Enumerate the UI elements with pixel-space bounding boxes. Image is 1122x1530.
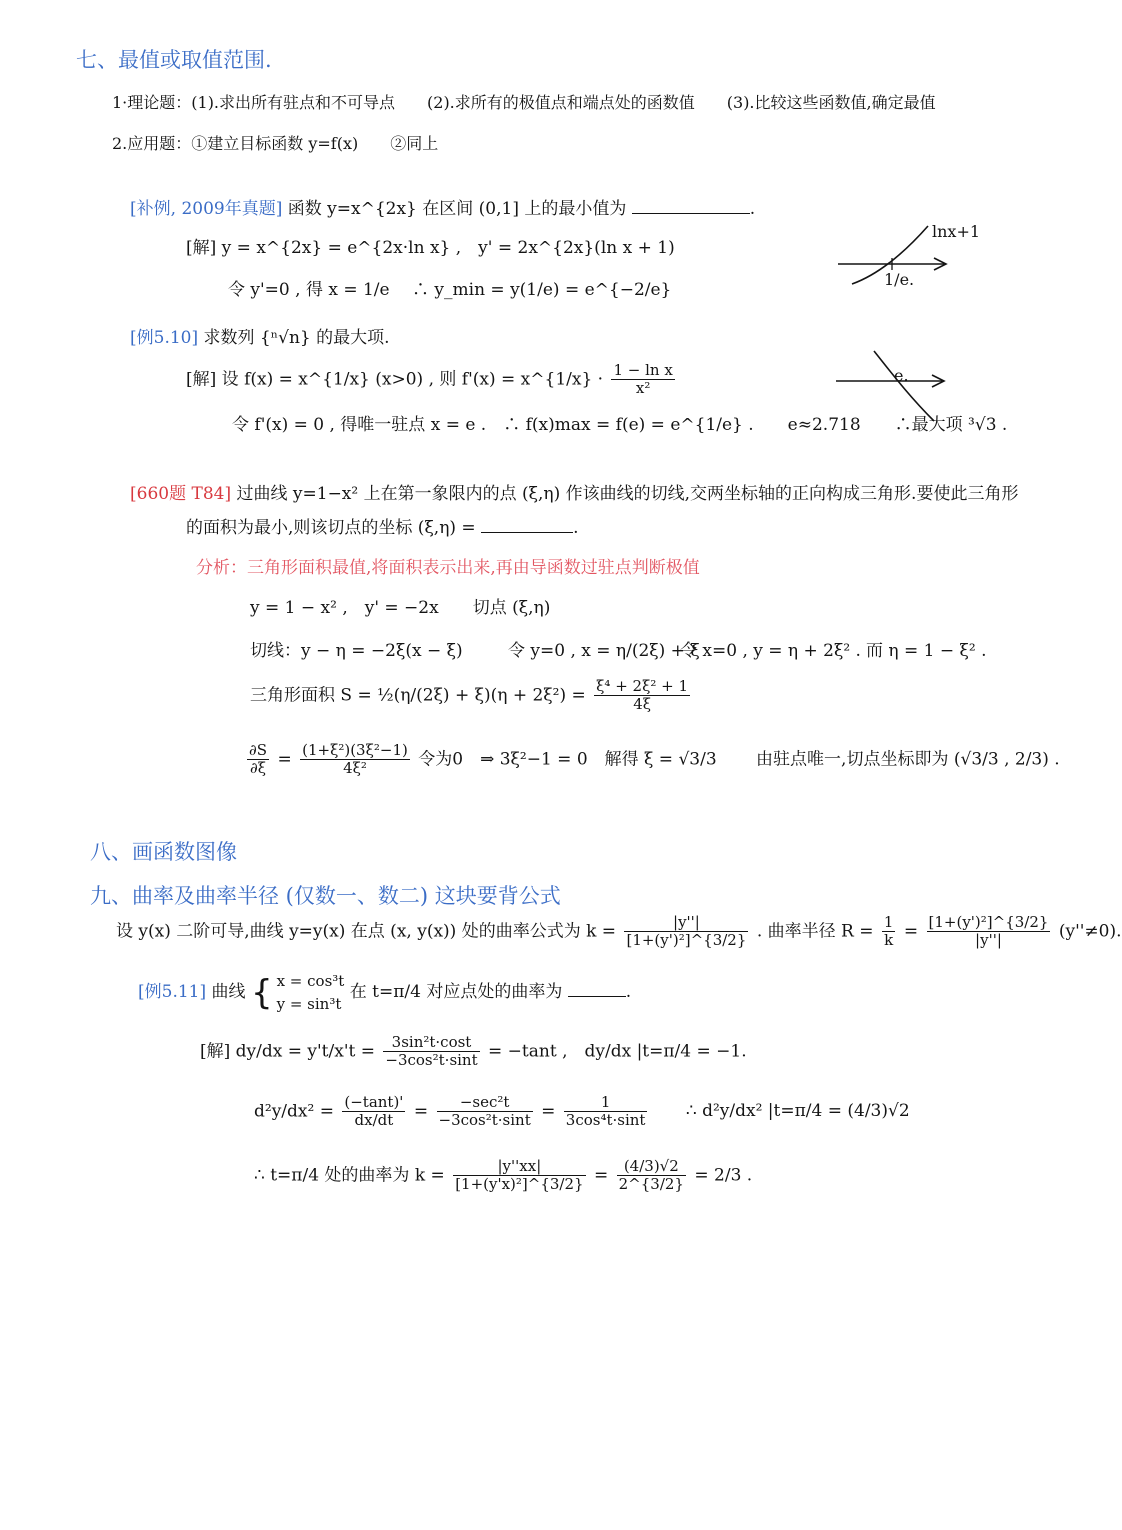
curvature-fraction [624, 914, 748, 950]
fraction-numerator: |y''| [624, 914, 748, 932]
fraction-denominator: 3cos⁴t·sint [565, 1111, 646, 1130]
second-derivative-result: ∴ d²y/dx² |t=π/4 = (4/3)√2 [685, 1101, 910, 1122]
parametric-system [277, 970, 345, 1015]
fraction-denominator: 2^{3/2} [618, 1175, 684, 1194]
example-1-question-line: [补例, 2009年真题] 函数 y=x^{2x} 在区间 (0,1] 上的最小值为 . [130, 199, 756, 219]
solution-label: [解] [200, 1041, 231, 1062]
fraction [437, 1094, 533, 1130]
graph-label-lnx1: lnx+1 [932, 222, 981, 241]
example-1-tag: [补例, 2009年真题] [130, 199, 283, 219]
area-formula: 三角形面积 S = ½(η/(2ξ) + ξ)(η + 2ξ²) = [250, 685, 586, 706]
example-511-step-2: d²y/dx² = $\frac{(-\tan t)'}{dx/dt}$ = $\frac{\text{−sec²t}}{\text{−3cos²t·sint}}$ = $\frac{1}{\text{3cos⁴t·sint}}$ ∴ d²y/dx² |t=π/4 = (4/3)√2 [254, 1093, 910, 1130]
fraction-numerator: ∂S [249, 741, 268, 759]
parametric-x: x = cos³t [276, 972, 345, 990]
example-511-tag: [例5.11] [138, 982, 207, 1002]
question-text: 曲线 [211, 982, 246, 1002]
fraction-numerator: ξ⁴ + 2ξ² + 1 [596, 677, 689, 695]
fraction [342, 1094, 405, 1130]
example-3-step-2b: 令 y=0 , x = η/(2ξ) + ξ [508, 641, 700, 661]
example-2-question-line [130, 328, 390, 348]
fraction-denominator: −3cos²t·sint [438, 1111, 531, 1130]
fraction [300, 742, 410, 778]
derivative-conclusion: 令为0 ⇒ 3ξ²−1 = 0 解得 ξ = √3/3 由驻点唯一,切点坐标即为 (√3/3 , 2/3) . [418, 749, 1060, 770]
radius-fraction [927, 914, 1051, 950]
example-2-solution-text: 设 f(x) = x^{1/x} (x>0) , 则 f'(x) = x^{1/x} · [221, 369, 604, 390]
example-3-question-2: 的面积为最小,则该切点的坐标 (ξ,η) = [186, 518, 476, 538]
example-1-solution-text-1: y = x^{2x} = e^{2x·ln x} , y' = 2x^{2x}(ln x + 1) [221, 238, 675, 258]
fraction [247, 742, 269, 778]
example-3-step-2c: 令 x=0 , y = η + 2ξ² . [680, 641, 861, 661]
fraction-denominator: [1+(y')²]^{3/2} [626, 931, 747, 950]
curvature-result-text: ∴ t=π/4 处的曲率为 k = [254, 1165, 445, 1186]
example-511-step-3: ∴ t=π/4 处的曲率为 k = $\frac{|y''xx|}{\text{[1+(y'x)²]\textasciicircum{}\{3/2\}}}$ = $\frac{(4/3)√2}{2\^{}\{3/2\}}$ = 2/3 . [254, 1157, 753, 1194]
fraction-denominator: 4ξ² [343, 759, 367, 778]
second-derivative: d²y/dx² = [254, 1101, 334, 1122]
example-3-question-line-1 [130, 484, 1018, 504]
example-2-tag: [例5.10] [130, 328, 199, 348]
section-8-title: 八、画函数图像 [90, 840, 237, 864]
fraction-numerator: [1+(y')²]^{3/2} [928, 913, 1049, 931]
radius-text: . 曲率半径 R = [756, 921, 874, 942]
fraction-numerator: 3sin²t·cost [383, 1034, 479, 1052]
first-derivative-result: = −tant , dy/dx |t=π/4 = −1. [488, 1041, 747, 1062]
brace: { [250, 972, 273, 1013]
fraction-denominator: x² [635, 379, 651, 398]
analysis-note: 分析：三角形面积最值,将面积表示出来,再由导函数过驻点判断极值 [196, 558, 700, 578]
example-3-step-4: $\frac{\partial S}{\partial\xi}$ = $\frac{\text{(1+ξ²)(3ξ²−1)}}{\text{4ξ²}}$ 令为0 ⇒ 3ξ²−1 = 0 解得 ξ = √3/3 由驻点唯一,切点坐标即为 (√3/3 , 2/3) . [249, 741, 1060, 778]
fraction-denominator: [1+(y'x)²]^{3/2} [455, 1175, 584, 1194]
example-3-step-1: y = 1 − x² , y' = −2x 切点 (ξ,η) [250, 598, 551, 618]
fraction-denominator: 4ξ [633, 695, 651, 714]
example-1-solution-line-1 [186, 238, 675, 258]
fraction [383, 1034, 479, 1070]
fraction-denominator: −3cos²t·sint [385, 1051, 478, 1070]
condition-text: (y''≠0). [1058, 921, 1122, 942]
fraction-numerator: (1+ξ²)(3ξ²−1) [302, 741, 408, 759]
fraction-numerator: 1 − ln x [613, 361, 673, 379]
fraction-numerator: (−tant)' [344, 1093, 404, 1111]
example-3-question-line-2: 的面积为最小,则该切点的坐标 (ξ,η) = . [186, 518, 579, 538]
answer-blank [481, 532, 573, 533]
fraction-denominator: ∂ξ [250, 759, 267, 778]
example-2-solution-line-2: 令 f'(x) = 0 , 得唯一驻点 x = e . ∴ f(x)max = f(e) = e^{1/e} . e≈2.718 ∴最大项 ³√3 . [232, 415, 1008, 435]
example-1-question: 函数 y=x^{2x} 在区间 (0,1] 上的最小值为 [287, 199, 627, 219]
curvature-final-value: = 2/3 . [694, 1165, 753, 1186]
fraction-denominator: k [884, 931, 894, 950]
example-3-step-3 [250, 678, 693, 714]
example-1-solution-line-2: 令 y'=0 , 得 x = 1/e ∴ y_min = y(1/e) = e^{−2/e} [228, 280, 672, 300]
fraction-numerator: |y''xx| [453, 1158, 585, 1176]
section-7-item-2: 2.应用题：①建立目标函数 y=f(x) ②同上 [112, 134, 439, 153]
solution-label: [解] [186, 369, 217, 390]
fraction-denominator: |y''| [975, 931, 1002, 950]
fraction [564, 1094, 648, 1130]
section-7-item-1: 1·理论题：(1).求出所有驻点和不可导点 (2).求所有的极值点和端点处的函数值 (3).比较这些函数值,确定最值 [112, 93, 936, 112]
question-text-2: 在 t=π/4 对应点处的曲率为 [349, 982, 563, 1002]
first-derivative: dy/dx = y't/x't = [235, 1041, 375, 1062]
graph-root-e-label: e. [894, 366, 909, 385]
curvature-definition-text: 设 y(x) 二阶可导,曲线 y=y(x) 在点 (x, y(x)) 处的曲率公式为 k = [116, 921, 617, 942]
example-3-step-2d: 而 η = 1 − ξ² . [866, 641, 987, 661]
example-511-step-1 [200, 1034, 747, 1070]
parametric-y: y = sin³t [276, 994, 342, 1013]
answer-blank [568, 996, 626, 997]
solution-label: [解] [186, 238, 217, 258]
fraction-numerator: 1 [564, 1094, 648, 1112]
answer-blank [632, 213, 750, 214]
fraction [594, 678, 690, 714]
example-2-solution-line-1 [186, 362, 678, 398]
graph-root-label: 1/e. [884, 270, 915, 289]
fraction [453, 1158, 585, 1194]
example-511-question: [例5.11] 曲线 { x = cos³t y = sin³t 在 t=π/4 对应点处的曲率为 . [138, 970, 631, 1015]
example-2-question: 求数列 {ⁿ√n} 的最大项. [203, 328, 390, 348]
fraction [617, 1158, 686, 1194]
fraction-numerator: 1 [883, 913, 894, 931]
fraction-numerator: (4/3)√2 [617, 1158, 686, 1176]
fraction [611, 362, 674, 398]
section-9-title: 九、曲率及曲率半径 (仅数一、数二) 这块要背公式 [90, 884, 561, 908]
fraction-numerator: −sec²t [437, 1094, 533, 1112]
fraction-denominator: dx/dt [354, 1111, 394, 1130]
fraction [882, 914, 896, 950]
section-7-title: 七、最值或取值范围. [76, 48, 272, 72]
example-3-step-2a: 切线：y − η = −2ξ(x − ξ) [250, 641, 463, 661]
curvature-definition: 设 y(x) 二阶可导,曲线 y=y(x) 在点 (x, y(x)) 处的曲率公式为 k = $\frac{|y''|}{\text{[1+(y')²]\textasciicircum{}\{3/2\}}}$ . 曲率半径 R = $\frac{1}{k}$ = $\frac{\text{[1+(y')²]\textasciicircum{}\{3/2\}}}{|y''|}$ (y''≠0). [116, 913, 1122, 950]
example-3-tag: [660题 T84] [130, 484, 232, 504]
example-3-question-1: 过曲线 y=1−x² 上在第一象限内的点 (ξ,η) 作该曲线的切线,交两坐标轴的正向构成三角形.要使此三角形 [236, 484, 1019, 504]
